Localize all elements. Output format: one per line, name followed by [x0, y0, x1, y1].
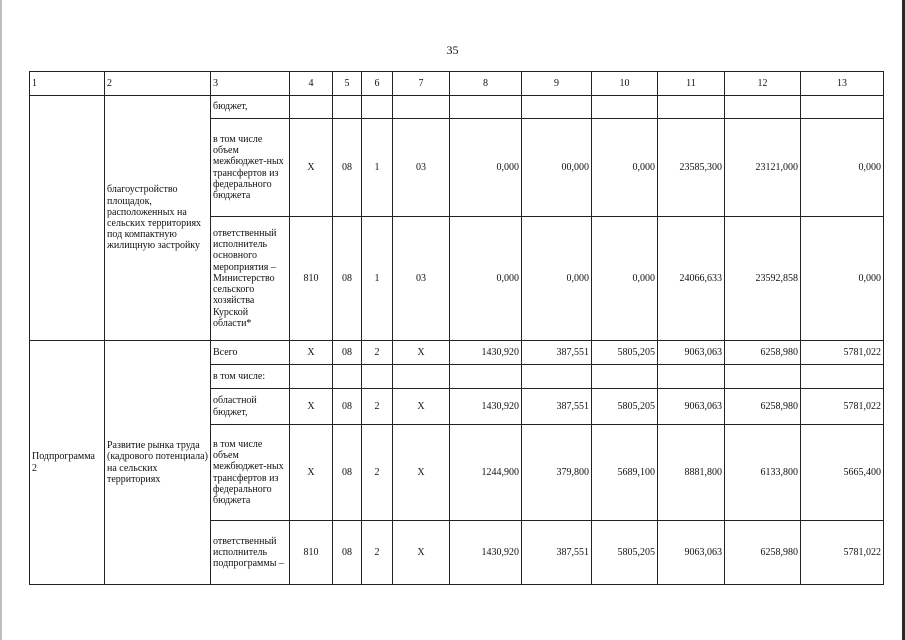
amount-cell: 0,000 [592, 217, 658, 341]
code-cell: 08 [333, 521, 362, 585]
funding-source: бюджет, [211, 96, 290, 119]
amount-cell: 5805,205 [592, 389, 658, 425]
code-cell: Х [290, 119, 333, 217]
code-cell: 810 [290, 521, 333, 585]
subprogram-label: Подпрограмма 2 [30, 341, 105, 585]
code-cell [333, 365, 362, 389]
header-cell: 12 [725, 72, 801, 96]
amount-cell: 23592,858 [725, 217, 801, 341]
code-cell: Х [290, 389, 333, 425]
header-cell: 8 [450, 72, 522, 96]
amount-cell: 5781,022 [801, 389, 884, 425]
amount-cell: 0,000 [801, 119, 884, 217]
amount-cell: 1244,900 [450, 425, 522, 521]
table-row [30, 96, 884, 119]
amount-cell [801, 96, 884, 119]
code-cell [362, 365, 393, 389]
amount-cell: 1430,920 [450, 389, 522, 425]
code-cell [362, 96, 393, 119]
code-cell: 1 [362, 119, 393, 217]
amount-cell: 0,000 [592, 119, 658, 217]
amount-cell: 9063,063 [658, 341, 725, 365]
header-cell: 13 [801, 72, 884, 96]
funding-source: в том числе объем межбюджет-ных трансфертов из федерального бюджета [211, 119, 290, 217]
code-cell [290, 365, 333, 389]
amount-cell: 1430,920 [450, 341, 522, 365]
subprogram-description: Развитие рынка труда (кадрового потенциала) на сельских территориях [105, 341, 211, 585]
budget-table [29, 71, 884, 585]
amount-cell: 379,800 [522, 425, 592, 521]
amount-cell [522, 365, 592, 389]
code-cell: 2 [362, 425, 393, 521]
amount-cell: 5781,022 [801, 341, 884, 365]
code-cell: 08 [333, 341, 362, 365]
amount-cell: 6133,800 [725, 425, 801, 521]
header-row [30, 72, 884, 96]
table-row [30, 341, 884, 365]
amount-cell: 0,000 [801, 217, 884, 341]
code-cell: 03 [393, 217, 450, 341]
header-cell: 3 [211, 72, 290, 96]
amount-cell: 387,551 [522, 521, 592, 585]
amount-cell [522, 96, 592, 119]
code-cell: Х [393, 341, 450, 365]
code-cell: Х [290, 425, 333, 521]
amount-cell [450, 96, 522, 119]
amount-cell [592, 96, 658, 119]
amount-cell [725, 365, 801, 389]
code-cell [290, 96, 333, 119]
code-cell: 03 [393, 119, 450, 217]
amount-cell: 0,000 [450, 119, 522, 217]
code-cell: 2 [362, 341, 393, 365]
amount-cell: 00,000 [522, 119, 592, 217]
code-cell [333, 96, 362, 119]
code-cell: 810 [290, 217, 333, 341]
amount-cell: 5781,022 [801, 521, 884, 585]
code-cell: Х [393, 521, 450, 585]
amount-cell [592, 365, 658, 389]
amount-cell: 6258,980 [725, 389, 801, 425]
amount-cell: 9063,063 [658, 389, 725, 425]
header-cell: 11 [658, 72, 725, 96]
amount-cell: 5805,205 [592, 341, 658, 365]
header-cell: 7 [393, 72, 450, 96]
header-cell: 6 [362, 72, 393, 96]
funding-source: ответственный исполнитель основного мероприятия – Министерство сельского хозяйства Курской области* [211, 217, 290, 341]
amount-cell: 0,000 [450, 217, 522, 341]
code-cell: Х [393, 425, 450, 521]
code-cell: 08 [333, 425, 362, 521]
header-cell: 2 [105, 72, 211, 96]
code-cell: Х [290, 341, 333, 365]
code-cell: 08 [333, 217, 362, 341]
amount-cell: 5689,100 [592, 425, 658, 521]
code-cell: 2 [362, 389, 393, 425]
page-number: 35 [446, 43, 459, 57]
code-cell: Х [393, 389, 450, 425]
header-cell: 10 [592, 72, 658, 96]
amount-cell [658, 365, 725, 389]
funding-source: в том числе: [211, 365, 290, 389]
amount-cell [725, 96, 801, 119]
amount-cell: 8881,800 [658, 425, 725, 521]
header-cell: 1 [30, 72, 105, 96]
amount-cell: 23585,300 [658, 119, 725, 217]
header-cell: 4 [290, 72, 333, 96]
amount-cell: 24066,633 [658, 217, 725, 341]
amount-cell: 387,551 [522, 389, 592, 425]
code-cell [393, 365, 450, 389]
code-cell: 08 [333, 389, 362, 425]
amount-cell: 5665,400 [801, 425, 884, 521]
funding-source: Всего [211, 341, 290, 365]
amount-cell: 5805,205 [592, 521, 658, 585]
amount-cell: 0,000 [522, 217, 592, 341]
amount-cell [801, 365, 884, 389]
amount-cell: 387,551 [522, 341, 592, 365]
amount-cell: 1430,920 [450, 521, 522, 585]
code-cell: 1 [362, 217, 393, 341]
amount-cell: 6258,980 [725, 521, 801, 585]
amount-cell: 9063,063 [658, 521, 725, 585]
amount-cell: 23121,000 [725, 119, 801, 217]
measure-description: благоустройство площадок, расположенных на сельских территориях под компактную жилищную застройку [105, 96, 211, 341]
amount-cell: 6258,980 [725, 341, 801, 365]
header-cell: 9 [522, 72, 592, 96]
funding-source: областной бюджет, [211, 389, 290, 425]
scan-edge-left [0, 0, 2, 640]
amount-cell [658, 96, 725, 119]
amount-cell [450, 365, 522, 389]
program-label-cell [30, 96, 105, 341]
funding-source: ответственный исполнитель подпрограммы – [211, 521, 290, 585]
code-cell: 2 [362, 521, 393, 585]
code-cell: 08 [333, 119, 362, 217]
header-cell: 5 [333, 72, 362, 96]
code-cell [393, 96, 450, 119]
funding-source: в том числе объем межбюджет-ных трансфертов из федерального бюджета [211, 425, 290, 521]
